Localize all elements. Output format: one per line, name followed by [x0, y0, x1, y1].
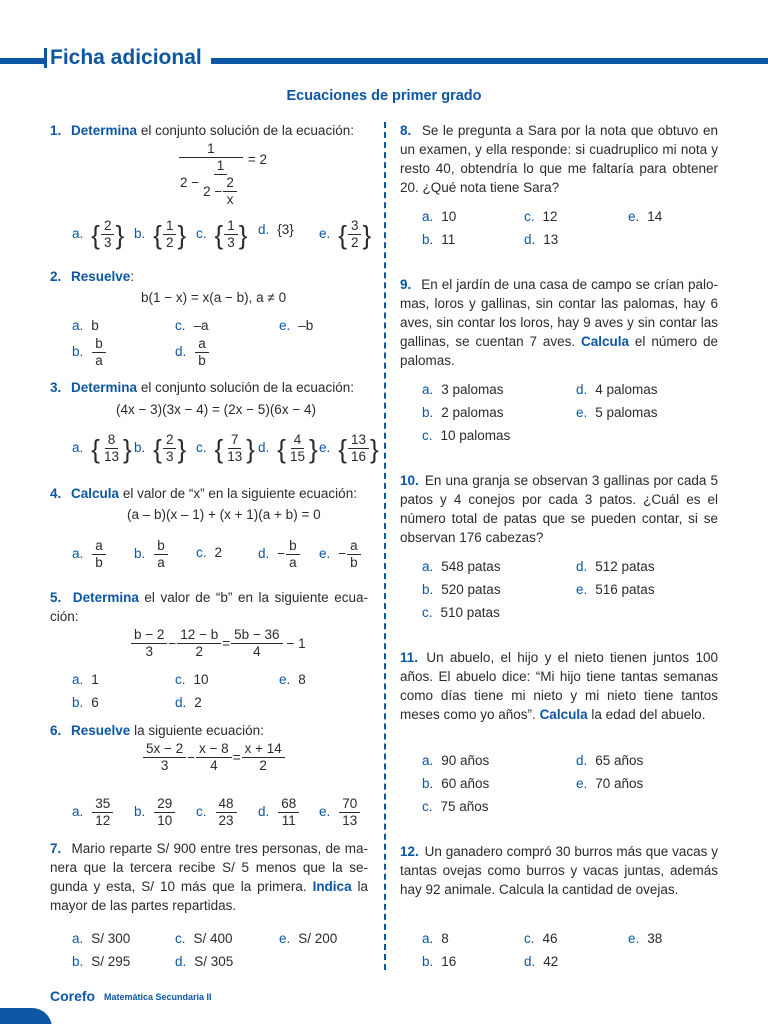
question-number: 12.	[400, 844, 419, 859]
option-d: d. 13	[524, 232, 559, 247]
option-e: e. 516 patas	[576, 582, 655, 597]
option-a: a. $\frac{35}{12}$	[72, 796, 114, 829]
option-d: d. 42	[524, 954, 559, 969]
equation-5: $\frac{b - 2}{3}$ − $\frac{12 - b}{2}$ = $\frac{5b - 36}{4}$ − 1	[130, 627, 306, 660]
question-number: 6.	[50, 723, 62, 738]
section-title: Ecuaciones de primer grado	[286, 88, 482, 104]
question-text: En el jardín de una casa de campo se crían palomas, loros y gallinas, sin contar las palomas, hay 6 aves, sin contar los loros, hay 9 aves y sin contar las gallinas, se cuentan 7 aves.	[400, 277, 718, 349]
question-keyword: Determina	[71, 380, 138, 395]
option-c: c. 510 patas	[422, 605, 500, 620]
option-d: d. { $\frac{4}{15}$ }	[258, 432, 318, 464]
question-number: 9.	[400, 277, 412, 292]
option-a: a. { $\frac{2}{3}$ }	[72, 218, 125, 250]
question-2	[50, 267, 370, 286]
option-b: b. $\frac{b}{a}$	[72, 336, 107, 369]
option-e: e. 5 palomas	[576, 405, 658, 420]
question-1	[50, 121, 370, 140]
option-a: a. 1	[72, 672, 99, 687]
question-text: :	[130, 269, 135, 284]
question-6	[50, 721, 370, 740]
option-b: b. 6	[72, 695, 99, 710]
question-text: Se le pregunta a Sara por la nota que obtuvo en un examen, y ella responde: si cuadruplico mi nota y resto 40, obtendría lo que me faltaría para obtener 20. ¿Qué nota tiene Sara?	[400, 123, 718, 195]
question-number: 2.	[50, 269, 62, 284]
question-number: 5.	[50, 590, 62, 605]
question-text: Un ganadero compró 30 burros más que vacas y tantas ovejas como burros y vacas juntas, además hay 92 animale. Calcula la cantidad de ovejas.	[400, 844, 718, 897]
question-8	[400, 121, 718, 197]
question-text: la mayor de las partes repartidas.	[50, 879, 368, 913]
option-c: c. 75 años	[422, 799, 489, 814]
option-b: b. 2 palomas	[422, 405, 504, 420]
option-a: a. 90 años	[422, 753, 490, 768]
eq-num: 2	[223, 175, 237, 192]
option-b: b. { $\frac{1}{2}$ }	[134, 218, 187, 250]
option-a: a. 10	[422, 209, 457, 224]
option-e: e. $\frac{70}{13}$	[319, 796, 361, 829]
option-d: d. 4 palomas	[576, 382, 658, 397]
question-number: 1.	[50, 123, 62, 138]
question-text: Un abuelo, el hijo y el nieto tienen juntos 100 años. El abuelo dice: “Mi hijo tiene tantas semanas como días tiene mi nieto y mi nieto tiene tantos meses como yo años”.	[400, 650, 718, 722]
question-keyword: Calcula	[581, 334, 630, 349]
question-keyword: Resuelve	[71, 269, 131, 284]
question-number: 10.	[400, 473, 419, 488]
option-b: b. $\frac{b}{a}$	[134, 538, 169, 571]
eq-num: 1	[179, 141, 243, 158]
question-7	[50, 839, 368, 915]
option-b: b. 520 patas	[422, 582, 501, 597]
question-text: el valor de “x” en la siguiente ecuación:	[119, 486, 357, 501]
equation-4: (a – b)(x – 1) + (x + 1)(a + b) = 0	[127, 507, 321, 522]
option-b: b. S/ 295	[72, 954, 131, 969]
question-4	[50, 484, 370, 503]
option-a: a. S/ 300	[72, 931, 131, 946]
column-divider	[384, 122, 386, 970]
eq-num: 1	[214, 158, 228, 175]
option-b: b. { $\frac{2}{3}$ }	[134, 432, 187, 464]
option-d: d. 512 patas	[576, 559, 655, 574]
equation-6: $\frac{5x - 2}{3}$ − $\frac{x - 8}{4}$ = $\frac{x + 14}{2}$	[142, 741, 286, 774]
option-e: e. S/ 200	[279, 931, 338, 946]
option-c: c. $\frac{48}{23}$	[196, 796, 238, 829]
question-number: 4.	[50, 486, 62, 501]
option-d: d. S/ 305	[175, 954, 234, 969]
question-keyword: Determina	[71, 123, 138, 138]
question-keyword: Calcula	[539, 707, 588, 722]
eq-den: x	[226, 192, 234, 207]
question-keyword: Calcula	[71, 486, 120, 501]
option-b: b. 11	[422, 232, 456, 247]
option-e: e. { $\frac{13}{16}$ }	[319, 432, 379, 464]
question-number: 11.	[400, 650, 419, 665]
question-text: la edad del abuelo.	[587, 707, 706, 722]
option-a: a. 3 palomas	[422, 382, 504, 397]
equation-2: b(1 − x) = x(a − b), a ≠ 0	[141, 290, 287, 305]
option-e: e. 70 años	[576, 776, 644, 791]
question-text: el número de palomas.	[400, 334, 718, 368]
option-d: d. − $\frac{b}{a}$	[258, 538, 301, 571]
question-number: 8.	[400, 123, 412, 138]
eq-rhs: = 2	[247, 152, 267, 167]
question-number: 7.	[50, 841, 62, 856]
footer-subtitle: Matemática Secundaria II	[104, 992, 212, 1002]
option-d: d. $\frac{68}{11}$	[258, 796, 300, 829]
option-c: c. –a	[175, 318, 209, 333]
page-corner-tab	[0, 1008, 52, 1024]
option-c: c. { $\frac{1}{3}$ }	[196, 218, 248, 250]
question-text: el valor de “b” en la siguiente ecuación:	[50, 590, 368, 624]
option-c: c. { $\frac{7}{13}$ }	[196, 432, 255, 464]
option-b: b. 60 años	[422, 776, 490, 791]
option-c: c. 10 palomas	[422, 428, 511, 443]
question-text: el conjunto solución de la ecuación:	[137, 380, 354, 395]
option-a: a. $\frac{a}{b}$	[72, 538, 107, 571]
option-c: c. 12	[524, 209, 558, 224]
question-10	[400, 471, 718, 547]
option-a: a. { $\frac{8}{13}$ }	[72, 432, 132, 464]
option-e: e. 38	[628, 931, 663, 946]
option-e: e. 14	[628, 209, 663, 224]
question-keyword: Resuelve	[71, 723, 131, 738]
option-e: e. − $\frac{a}{b}$	[319, 538, 362, 571]
option-a: a. 548 patas	[422, 559, 501, 574]
option-c: c. 46	[524, 931, 558, 946]
question-text: Mario reparte S/ 900 entre tres personas, de manera que la tercera recibe S/ 5 menos que la segunda y esta, S/ 10 más que la primera.	[50, 841, 368, 894]
option-e: e. { $\frac{3}{2}$ }	[319, 218, 372, 250]
question-keyword: Indica	[312, 879, 352, 894]
question-9	[400, 275, 718, 370]
question-text: el conjunto solución de la ecuación:	[137, 123, 354, 138]
question-5	[50, 588, 368, 626]
eq-part: 2 −	[203, 183, 223, 199]
option-d: d. {3}	[258, 222, 294, 237]
question-keyword: Determina	[72, 590, 139, 605]
question-number: 3.	[50, 380, 62, 395]
question-12	[400, 842, 718, 899]
option-d: d. 2	[175, 695, 202, 710]
header-title: Ficha adicional	[44, 44, 211, 72]
eq-part: 2 −	[180, 175, 200, 190]
equation-1	[176, 141, 267, 208]
option-d: d. $\frac{a}{b}$	[175, 336, 210, 369]
option-b: b. 16	[422, 954, 457, 969]
option-b: b. $\frac{29}{10}$	[134, 796, 176, 829]
option-e: e. 8	[279, 672, 306, 687]
equation-3: (4x − 3)(3x − 4) = (2x − 5)(6x − 4)	[116, 402, 316, 417]
option-e: e. –b	[279, 318, 314, 333]
question-3	[50, 378, 370, 397]
option-c: c. 10	[175, 672, 209, 687]
option-a: a. 8	[422, 931, 449, 946]
question-11	[400, 648, 718, 724]
option-d: d. 65 años	[576, 753, 644, 768]
option-c: c. 2	[196, 545, 223, 560]
footer-brand: Corefo	[50, 988, 96, 1004]
question-text: la siguiente ecuación:	[130, 723, 264, 738]
question-text: En una granja se observan 3 gallinas por cada 5 patos y 4 conejos por cada 3 patos. ¿Cuál es el número total de patas que se pueden contar, si se observan 176 cabezas?	[400, 473, 718, 545]
option-c: c. S/ 400	[175, 931, 233, 946]
option-a: a. b	[72, 318, 99, 333]
